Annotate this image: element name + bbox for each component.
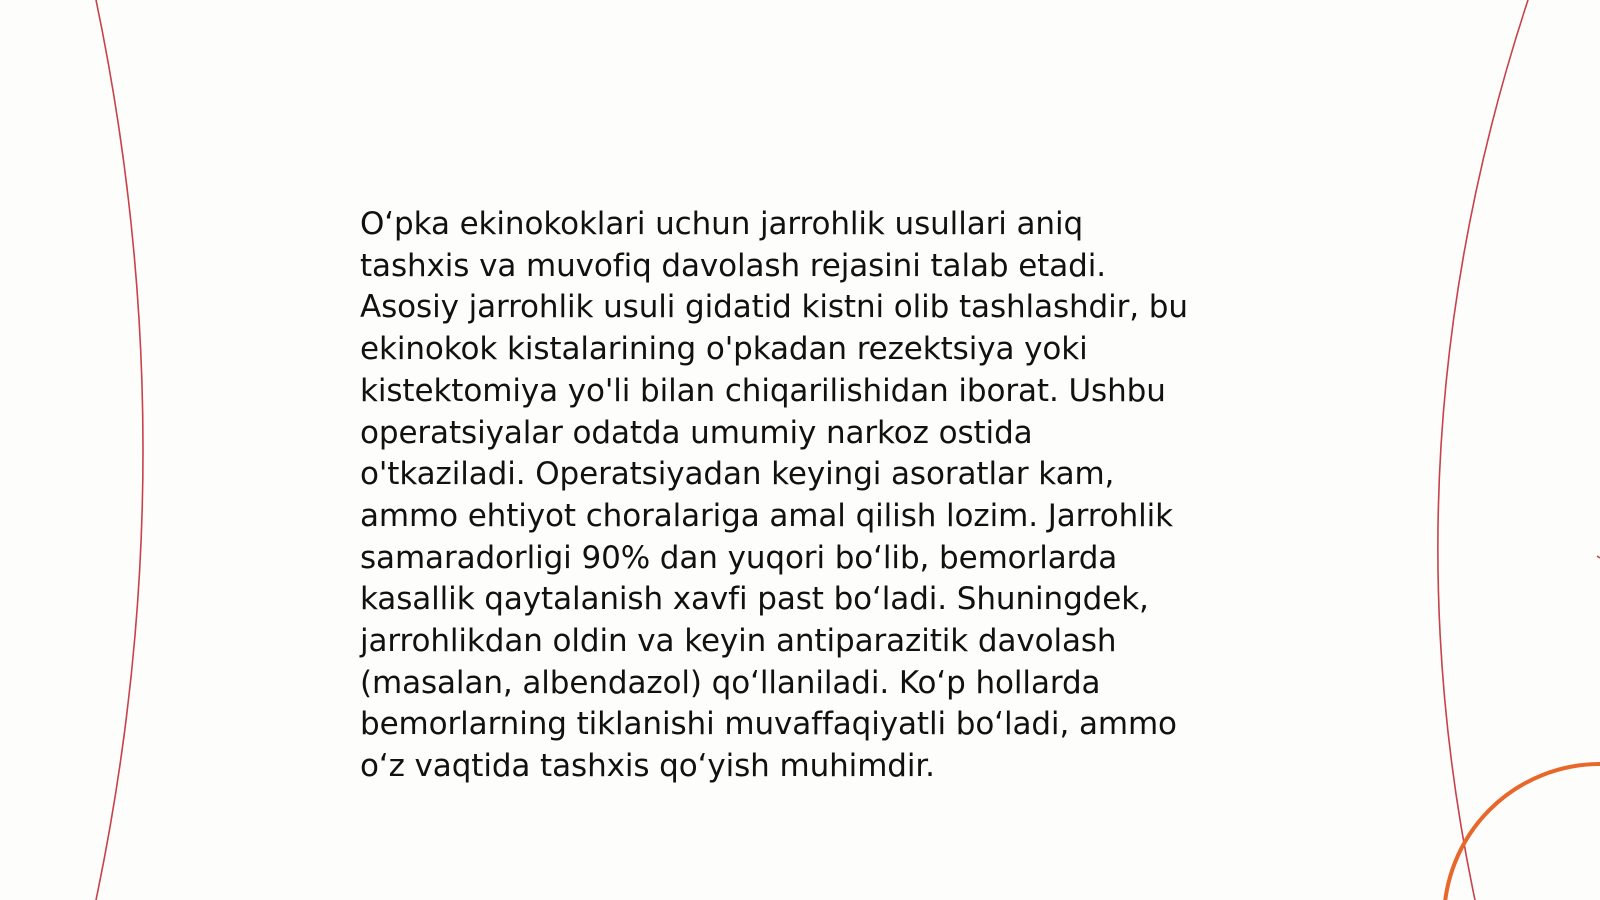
right-arc-line <box>1438 0 1528 900</box>
left-arc-line <box>96 0 143 900</box>
corner-circle <box>1444 764 1600 900</box>
slide-body-text: O‘pka ekinokoklari uchun jarrohlik usullari aniq tashxis va muvofiq davolash rejasini talab etadi. Asosiy jarrohlik usuli gidatid kistni olib tashlashdir, bu ekinokok kistalarining o'pkadan rezektsiya yoki kistektomiya yo'li bilan chiqarilishidan iborat. Ushbu operatsiyalar odatda umumiy narkoz ostida o'tkaziladi. Operatsiyadan keyingi asoratlar kam, ammo ehtiyot choralariga amal qilish lozim. Jarrohlik samaradorligi 90% dan yuqori bo‘lib, bemorlarda kasallik qaytalanish xavfi past bo‘ladi. Shuningdek, jarrohlikdan oldin va keyin antiparazitik davolash (masalan, albendazol) qo‘llaniladi. Ko‘p hollarda bemorlarning tiklanishi muvaffaqiyatli bo‘ladi, ammo o‘z vaqtida tashxis qo‘yish muhimdir. <box>360 206 1188 785</box>
